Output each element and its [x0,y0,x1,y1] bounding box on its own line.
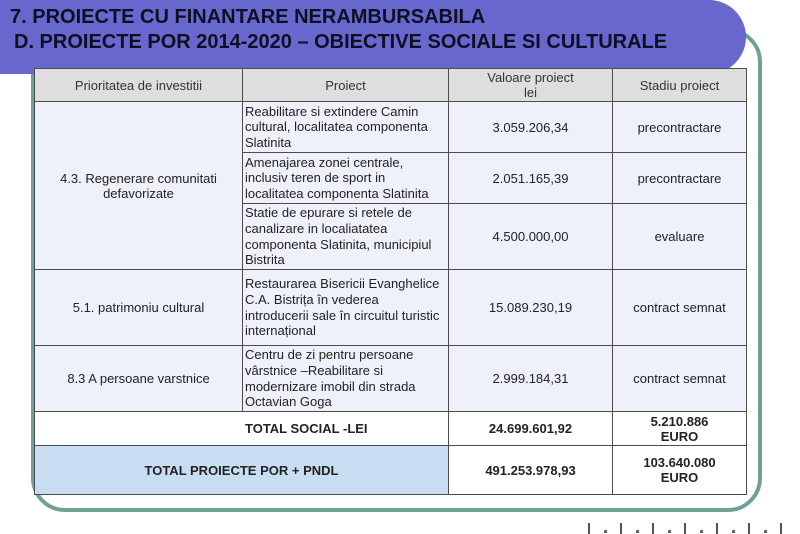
total-social-row [35,412,747,446]
project-name: Amenajarea zonei centrale, inclusiv teren de sport in localitatea componenta Slatinita [243,153,449,204]
priority-cell: 4.3. Regenerare comunitati defavorizate [35,102,243,270]
project-status: contract semnat [613,346,747,412]
total-social-euro [613,412,747,446]
table-row [35,270,747,346]
project-name: Restaurarea Bisericii Evanghelice C.A. Bistrița în vederea introducerii sale în circuitul turistic internațional [243,270,449,346]
project-status: contract semnat [613,270,747,346]
project-value: 15.089.230,19 [449,270,613,346]
total-social-label: TOTAL SOCIAL -LEI [35,412,449,446]
total-por-pndl-row [35,446,747,495]
project-value: 2.999.184,31 [449,346,613,412]
decorative-ruler-dots [604,530,784,533]
header-value: Valoare proiect lei [449,69,613,102]
euro-currency: EURO [660,428,699,444]
priority-cell: 8.3 A persoane varstnice [35,346,243,412]
header-project: Proiect [243,69,449,102]
project-value: 2.051.165,39 [449,153,613,204]
table-row [35,102,747,153]
header-status: Stadiu proiect [613,69,747,102]
priority-cell: 5.1. patrimoniu cultural [35,270,243,346]
slide-title-line-1: 7. PROIECTE CU FINANTARE NERAMBURSABILA [10,6,486,28]
project-status: evaluare [613,204,747,270]
title-banner [0,0,746,74]
euro-currency: EURO [660,470,699,485]
project-status: precontractare [613,153,747,204]
euro-amount: 5.210.886 [650,413,709,429]
total-por-pndl-euro [613,446,747,495]
slide-title-line-2: D. PROIECTE POR 2014-2020 – OBIECTIVE SOCIALE SI CULTURALE [14,31,668,53]
header-priority: Prioritatea de investitii [35,69,243,102]
projects-table [34,68,747,495]
table-header-row [35,69,747,102]
table-row [35,346,747,412]
total-por-pndl-label: TOTAL PROIECTE POR + PNDL [35,446,449,495]
project-value: 3.059.206,34 [449,102,613,153]
project-status: precontractare [613,102,747,153]
project-name: Centru de zi pentru persoane vârstnice –Reabilitare si modernizare imobil din strada Octavian Goga [243,346,449,412]
euro-amount: 103.640.080 [643,455,716,470]
project-name: Statie de epurare si retele de canalizare in localiatatea componenta Slatinita, municipiul Bistrita [243,204,449,270]
total-social-lei: 24.699.601,92 [449,412,613,446]
project-value: 4.500.000,00 [449,204,613,270]
total-por-pndl-lei: 491.253.978,93 [449,446,613,495]
project-name: Reabilitare si extindere Camin cultural, localitatea componenta Slatinita [243,102,449,153]
